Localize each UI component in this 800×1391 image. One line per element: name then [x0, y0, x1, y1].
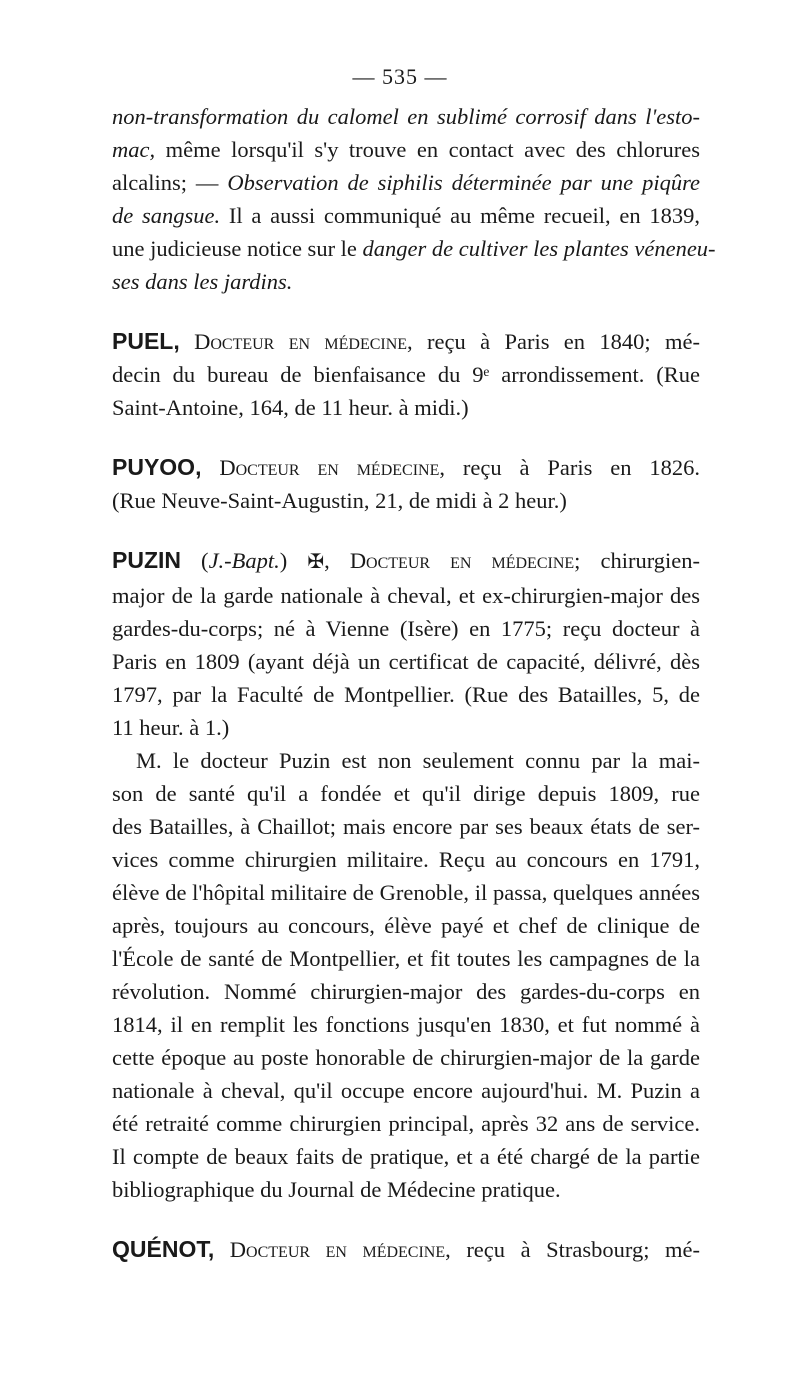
entry-title: Docteur en médecine: [194, 329, 408, 354]
bio-text: Il compte de beaux faits de pratique, et a été chargé de la partie: [112, 1144, 700, 1169]
legion-cross-icon: ✠: [307, 551, 325, 573]
entry-title: Docteur en médecine: [349, 548, 575, 573]
intro-italic: ses dans les jardins.: [112, 269, 293, 294]
intro-italic: de sangsue.: [112, 203, 221, 228]
bio-text: révolution. Nommé chirurgien-major des gardes-du-corps en: [112, 979, 700, 1004]
bio-text: l'École de santé de Montpellier, et fit toutes les campagnes de la: [112, 946, 700, 971]
intro-italic: Observation de siphilis déterminée par une piqûre: [227, 170, 700, 195]
entry-title: Docteur en médecine: [229, 1237, 446, 1262]
entry-text: major de la garde nationale à cheval, et ex-chirurgien-major des: [112, 583, 700, 608]
bio-text: été retraité comme chirurgien principal, après 32 ans de service.: [112, 1111, 700, 1136]
page-text: [112, 100, 716, 1266]
bio-text: des Batailles, à Chaillot; mais encore par ses beaux états de ser-: [112, 814, 700, 839]
entry-text: 11 heur. à 1.): [112, 715, 230, 740]
intro-line: alcalins; —: [112, 170, 228, 195]
bio-text: M. le docteur Puzin est non seulement connu par la mai-: [136, 748, 700, 773]
bio-text: élève de l'hôpital militaire de Grenoble, il passa, quelques années: [112, 880, 700, 905]
entry-puyoo: [112, 451, 700, 517]
intro-line: Il a aussi communiqué au même recueil, en 1839,: [220, 203, 700, 228]
entry-quenot: [112, 1233, 700, 1266]
entry-text: Paris en 1809 (ayant déjà un certificat de capacité, délivré, dès: [112, 649, 700, 674]
entry-text: , reçu à Paris en 1840; mé-: [407, 329, 700, 354]
bio-text: nationale à cheval, qu'il occupe encore aujourd'hui. M. Puzin a: [112, 1078, 700, 1103]
bio-text: bibliographique du Journal de Médecine pratique.: [112, 1177, 561, 1202]
bio-text: après, toujours au concours, élève payé et chef de clinique de: [112, 913, 700, 938]
entry-name: QUÉNOT,: [112, 1236, 215, 1262]
intro-italic: mac,: [112, 137, 156, 162]
entry-puel: [112, 325, 700, 424]
entry-text: , reçu à Strasbourg; mé-: [445, 1237, 701, 1262]
entry-text: gardes-du-corps; né à Vienne (Isère) en 1775; reçu docteur à: [112, 616, 700, 641]
intro-line: non-transformation du calomel en sublimé corrosif dans l'esto-: [112, 104, 700, 129]
entry-puzin: PUZIN (J.-Bapt.) ✠, Docteur en médecine; chirurgien- major de la garde nationale à cheval, et ex-chirurgien-major des gardes-du-corps; né à Vienne (Isère) en 1775; reçu docteur à Paris en 1809 (ayant déjà un certificat de capacité, délivré, dès 1797, par la Faculté de Montpellier. (Rue des Batailles, 5, de 11 heur. à 1.) M. le docteur Puzin est non seulement connu par la mai- son de santé qu'il a fondée et qu'il dirige depuis 1809, rue des Batailles, à Chaillot; mais encore par ses beaux états de ser- vices comme chirurgien militaire. Reçu au concours en 1791, élève de l'hôpital militaire de Grenoble, il passa, quelques années après, toujours au concours, élève payé et chef de clinique de l'École de santé de Montpellier, et fit toutes les campagnes de la révolution. Nommé chirurgien-major des gardes-du-corps en 1814, il en remplit les fonctions jusqu'en 1830, et fut nommé à cette époque au poste honorable de chirurgien-major de la garde nationale à cheval, qu'il occupe encore aujourd'hui. M. Puzin a été retraité comme chirurgien principal, après 32 ans de service. Il compte de beaux faits de pratique, et a été chargé de la partie bibliographique du Journal de Médecine pratique.: [112, 544, 700, 1206]
intro-line: même lorsqu'il s'y trouve en contact avec des chlorures: [155, 137, 700, 162]
entry-name: PUEL,: [112, 328, 180, 354]
bio-text: vices comme chirurgien militaire. Reçu au concours en 1791,: [112, 847, 700, 872]
bio-text: 1814, il en remplit les fonctions jusqu'en 1830, et fut nommé à: [112, 1012, 700, 1037]
entry-text: 1797, par la Faculté de Montpellier. (Rue des Batailles, 5, de: [112, 682, 700, 707]
intro-paragraph: [112, 100, 716, 298]
intro-line: une judicieuse notice sur le: [112, 236, 363, 261]
bio-text: cette époque au poste honorable de chirurgien-major de la garde: [112, 1045, 700, 1070]
entry-text: , reçu à Paris en 1826.: [439, 455, 700, 480]
entry-text: (Rue Neuve-Saint-Augustin, 21, de midi à 2 heur.): [112, 488, 567, 513]
entry-text: decin du bureau de bienfaisance du 9ᵉ arrondissement. (Rue: [112, 362, 700, 387]
bio-text: son de santé qu'il a fondée et qu'il dirige depuis 1809, rue: [112, 781, 700, 806]
entry-title: Docteur en médecine: [219, 455, 440, 480]
intro-italic: danger de cultiver les plantes véneneu-: [362, 236, 716, 261]
entry-name: PUZIN: [112, 547, 181, 573]
entry-text: Saint-Antoine, 164, de 11 heur. à midi.): [112, 395, 469, 420]
entry-text: ; chirurgien-: [574, 548, 701, 573]
entry-given-name: J.-Bapt.: [208, 548, 280, 573]
page-number: — 535 —: [352, 64, 448, 89]
entry-name: PUYOO,: [112, 454, 202, 480]
